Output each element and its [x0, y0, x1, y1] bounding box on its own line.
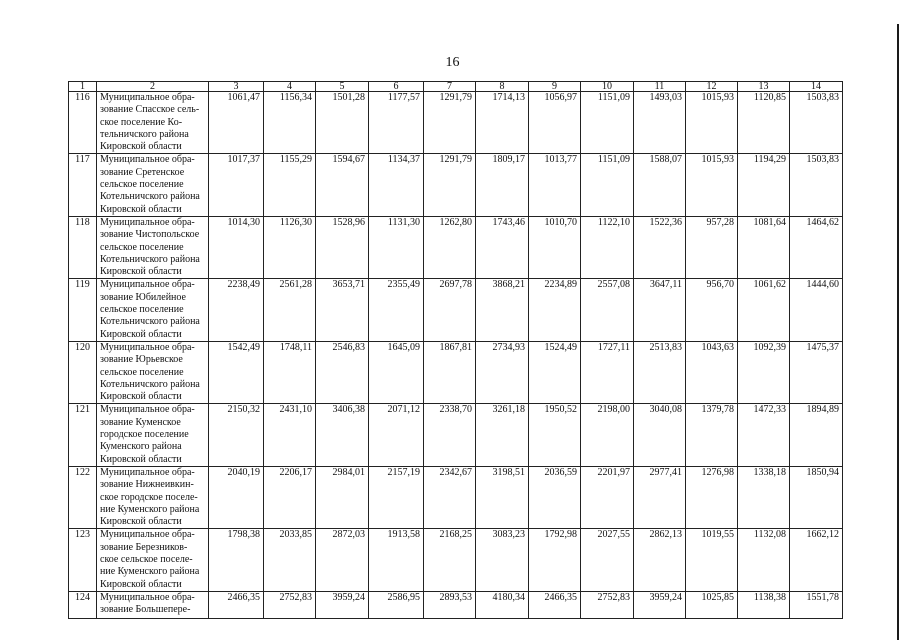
- value-cell-col-4: 1748,11: [264, 341, 316, 403]
- value-cell-col-13: 1138,38: [738, 591, 790, 618]
- table-row: [69, 154, 843, 216]
- municipality-name-line: зование Юбилейное: [100, 291, 186, 303]
- municipality-name-line: Кировской области: [100, 141, 182, 153]
- municipality-name-line: Муниципальное обра-: [100, 92, 195, 103]
- municipality-name: [97, 279, 209, 341]
- value-cell-col-9: 1056,97: [529, 92, 581, 154]
- municipality-name: [97, 341, 209, 403]
- value-cell-col-6: 2157,19: [369, 466, 424, 528]
- municipality-name-line: Муниципальное обра-: [100, 216, 195, 228]
- value-cell-col-8: 1743,46: [476, 216, 529, 278]
- column-header-4: 4: [264, 82, 316, 92]
- value-cell-col-13: 1120,85: [738, 92, 790, 154]
- value-cell-col-6: 1134,37: [369, 154, 424, 216]
- value-cell-col-9: 1013,77: [529, 154, 581, 216]
- value-cell-col-3: 2238,49: [209, 279, 264, 341]
- municipality-name-line: Кировской области: [100, 203, 182, 215]
- value-cell-col-9: 1524,49: [529, 341, 581, 403]
- value-cell-col-14: 1503,83: [790, 154, 843, 216]
- municipality-name: [97, 529, 209, 591]
- value-cell-col-6: 2355,49: [369, 279, 424, 341]
- value-cell-col-3: 1017,37: [209, 154, 264, 216]
- row-number: 116: [69, 92, 97, 154]
- municipality-name: [97, 591, 209, 618]
- value-cell-col-8: 1809,17: [476, 154, 529, 216]
- value-cell-col-13: 1472,33: [738, 404, 790, 466]
- value-cell-col-7: 2893,53: [424, 591, 476, 618]
- value-cell-col-12: 1276,98: [686, 466, 738, 528]
- value-cell-col-4: 2431,10: [264, 404, 316, 466]
- value-cell-col-14: 1551,78: [790, 591, 843, 618]
- value-cell-col-6: 2071,12: [369, 404, 424, 466]
- value-cell-col-4: 1156,34: [264, 92, 316, 154]
- column-header-5: 5: [316, 82, 369, 92]
- column-header-12: 12: [686, 82, 738, 92]
- municipality-name-line: зование Большепере-: [100, 604, 191, 616]
- value-cell-col-7: 1291,79: [424, 92, 476, 154]
- table-row: [69, 92, 843, 154]
- value-cell-col-4: 2752,83: [264, 591, 316, 618]
- column-header-1: 1: [69, 82, 97, 92]
- municipality-name-line: сельское поселение: [100, 366, 184, 378]
- value-cell-col-10: 1151,09: [581, 154, 634, 216]
- municipality-name-line: Кировской области: [100, 391, 182, 403]
- municipality-name-line: Кировской области: [100, 266, 182, 278]
- value-cell-col-4: 1155,29: [264, 154, 316, 216]
- value-cell-col-11: 3647,11: [634, 279, 686, 341]
- municipality-name-line: зование Куменское: [100, 416, 181, 428]
- municipality-name-line: ское поселение Ко-: [100, 116, 183, 128]
- municipality-name-line: Кировской области: [100, 328, 182, 340]
- municipality-name-line: зование Березников-: [100, 541, 188, 553]
- municipality-name-line: Муниципальное обра-: [100, 404, 195, 416]
- table-row: [69, 466, 843, 528]
- value-cell-col-5: 2984,01: [316, 466, 369, 528]
- value-cell-col-7: 1262,80: [424, 216, 476, 278]
- value-cell-col-5: 2546,83: [316, 341, 369, 403]
- value-cell-col-3: 2466,35: [209, 591, 264, 618]
- column-header-3: 3: [209, 82, 264, 92]
- value-cell-col-8: 1714,13: [476, 92, 529, 154]
- row-number: 120: [69, 341, 97, 403]
- value-cell-col-14: 1894,89: [790, 404, 843, 466]
- municipality-name-line: тельничского района: [100, 128, 189, 140]
- value-cell-col-6: 2586,95: [369, 591, 424, 618]
- municipality-name-line: Котельничского района: [100, 191, 200, 203]
- value-cell-col-5: 3406,38: [316, 404, 369, 466]
- row-number: 119: [69, 279, 97, 341]
- value-cell-col-8: 3868,21: [476, 279, 529, 341]
- municipality-name-line: ское городское поселе-: [100, 491, 198, 503]
- municipality-name-line: ние Куменского района: [100, 503, 200, 515]
- row-number: 121: [69, 404, 97, 466]
- table-row: [69, 341, 843, 403]
- page-number: 16: [445, 55, 460, 70]
- value-cell-col-10: 2198,00: [581, 404, 634, 466]
- value-cell-col-6: 1177,57: [369, 92, 424, 154]
- value-cell-col-11: 1522,36: [634, 216, 686, 278]
- value-cell-col-12: 957,28: [686, 216, 738, 278]
- municipality-name-line: зование Сретенское: [100, 166, 185, 178]
- value-cell-col-6: 1131,30: [369, 216, 424, 278]
- value-cell-col-11: 3040,08: [634, 404, 686, 466]
- value-cell-col-4: 2561,28: [264, 279, 316, 341]
- value-cell-col-12: 1015,93: [686, 154, 738, 216]
- tariff-table: [68, 81, 843, 619]
- value-cell-col-12: 1015,93: [686, 92, 738, 154]
- value-cell-col-7: 1867,81: [424, 341, 476, 403]
- value-cell-col-4: 2206,17: [264, 466, 316, 528]
- table-row: [69, 279, 843, 341]
- column-header-2: 2: [97, 82, 209, 92]
- value-cell-col-7: 2338,70: [424, 404, 476, 466]
- value-cell-col-12: 1379,78: [686, 404, 738, 466]
- table-row: [69, 216, 843, 278]
- municipality-name-line: сельское поселение: [100, 179, 184, 191]
- column-header-8: 8: [476, 82, 529, 92]
- value-cell-col-8: 3198,51: [476, 466, 529, 528]
- municipality-name-line: Муниципальное обра-: [100, 466, 195, 478]
- municipality-name-line: Муниципальное обра-: [100, 529, 195, 541]
- value-cell-col-14: 1475,37: [790, 341, 843, 403]
- municipality-name-line: зование Чистопольское: [100, 229, 200, 241]
- row-number: 117: [69, 154, 97, 216]
- column-header-11: 11: [634, 82, 686, 92]
- value-cell-col-7: 2342,67: [424, 466, 476, 528]
- value-cell-col-14: 1850,94: [790, 466, 843, 528]
- value-cell-col-5: 3959,24: [316, 591, 369, 618]
- column-header-10: 10: [581, 82, 634, 92]
- column-header-row: [69, 82, 843, 92]
- municipality-name-line: зование Юрьевское: [100, 354, 183, 366]
- value-cell-col-10: 1727,11: [581, 341, 634, 403]
- municipality-name-line: городское поселение: [100, 429, 189, 441]
- value-cell-col-5: 2872,03: [316, 529, 369, 591]
- row-number: 123: [69, 529, 97, 591]
- municipality-name-line: Куменского района: [100, 441, 182, 453]
- municipality-name-line: Муниципальное обра-: [100, 279, 195, 291]
- municipality-name-line: зование Спасское сель-: [100, 104, 200, 116]
- municipality-name: [97, 216, 209, 278]
- value-cell-col-7: 1291,79: [424, 154, 476, 216]
- value-cell-col-11: 2977,41: [634, 466, 686, 528]
- value-cell-col-7: 2697,78: [424, 279, 476, 341]
- value-cell-col-10: 1122,10: [581, 216, 634, 278]
- value-cell-col-3: 1061,47: [209, 92, 264, 154]
- value-cell-col-9: 1950,52: [529, 404, 581, 466]
- value-cell-col-14: 1662,12: [790, 529, 843, 591]
- municipality-name-line: Кировской области: [100, 578, 182, 590]
- value-cell-col-5: 1501,28: [316, 92, 369, 154]
- municipality-name-line: сельское поселение: [100, 304, 184, 316]
- column-header-6: 6: [369, 82, 424, 92]
- municipality-name: [97, 404, 209, 466]
- value-cell-col-14: 1503,83: [790, 92, 843, 154]
- row-number: 122: [69, 466, 97, 528]
- value-cell-col-8: 4180,34: [476, 591, 529, 618]
- value-cell-col-12: 1025,85: [686, 591, 738, 618]
- value-cell-col-6: 1913,58: [369, 529, 424, 591]
- municipality-name-line: сельское поселение: [100, 241, 184, 253]
- value-cell-col-9: 1792,98: [529, 529, 581, 591]
- value-cell-col-10: 2557,08: [581, 279, 634, 341]
- value-cell-col-9: 2036,59: [529, 466, 581, 528]
- column-header-14: 14: [790, 82, 843, 92]
- municipality-name-line: ние Куменского района: [100, 566, 200, 578]
- value-cell-col-11: 1493,03: [634, 92, 686, 154]
- value-cell-col-10: 2027,55: [581, 529, 634, 591]
- value-cell-col-10: 2201,97: [581, 466, 634, 528]
- value-cell-col-3: 1014,30: [209, 216, 264, 278]
- value-cell-col-9: 1010,70: [529, 216, 581, 278]
- value-cell-col-13: 1338,18: [738, 466, 790, 528]
- table-row: [69, 404, 843, 466]
- municipality-name-line: Кировской области: [100, 516, 182, 528]
- table-row: [69, 529, 843, 591]
- value-cell-col-5: 1528,96: [316, 216, 369, 278]
- value-cell-col-10: 2752,83: [581, 591, 634, 618]
- value-cell-col-11: 2513,83: [634, 341, 686, 403]
- value-cell-col-3: 1542,49: [209, 341, 264, 403]
- column-header-13: 13: [738, 82, 790, 92]
- value-cell-col-6: 1645,09: [369, 341, 424, 403]
- value-cell-col-10: 1151,09: [581, 92, 634, 154]
- value-cell-col-5: 1594,67: [316, 154, 369, 216]
- value-cell-col-9: 2234,89: [529, 279, 581, 341]
- value-cell-col-11: 3959,24: [634, 591, 686, 618]
- value-cell-col-11: 1588,07: [634, 154, 686, 216]
- value-cell-col-14: 1464,62: [790, 216, 843, 278]
- value-cell-col-13: 1092,39: [738, 341, 790, 403]
- value-cell-col-7: 2168,25: [424, 529, 476, 591]
- page-edge-rule: [897, 24, 899, 640]
- municipality-name-line: зование Нижнеивкин-: [100, 479, 194, 491]
- municipality-name-line: Муниципальное обра-: [100, 341, 195, 353]
- value-cell-col-9: 2466,35: [529, 591, 581, 618]
- value-cell-col-3: 1798,38: [209, 529, 264, 591]
- value-cell-col-5: 3653,71: [316, 279, 369, 341]
- municipality-name: [97, 92, 209, 154]
- column-header-9: 9: [529, 82, 581, 92]
- row-number: 118: [69, 216, 97, 278]
- value-cell-col-8: 2734,93: [476, 341, 529, 403]
- municipality-name: [97, 466, 209, 528]
- value-cell-col-13: 1132,08: [738, 529, 790, 591]
- value-cell-col-4: 2033,85: [264, 529, 316, 591]
- value-cell-col-8: 3261,18: [476, 404, 529, 466]
- value-cell-col-12: 1019,55: [686, 529, 738, 591]
- value-cell-col-8: 3083,23: [476, 529, 529, 591]
- value-cell-col-13: 1081,64: [738, 216, 790, 278]
- value-cell-col-14: 1444,60: [790, 279, 843, 341]
- municipality-name-line: Кировской области: [100, 453, 182, 465]
- value-cell-col-13: 1194,29: [738, 154, 790, 216]
- municipality-name-line: Котельничского района: [100, 378, 200, 390]
- value-cell-col-12: 1043,63: [686, 341, 738, 403]
- value-cell-col-4: 1126,30: [264, 216, 316, 278]
- municipality-name-line: Котельничского района: [100, 253, 200, 265]
- municipality-name-line: Муниципальное обра-: [100, 591, 195, 603]
- value-cell-col-3: 2040,19: [209, 466, 264, 528]
- row-number: 124: [69, 591, 97, 618]
- municipality-name-line: ское сельское поселе-: [100, 553, 193, 565]
- value-cell-col-12: 956,70: [686, 279, 738, 341]
- value-cell-col-13: 1061,62: [738, 279, 790, 341]
- value-cell-col-3: 2150,32: [209, 404, 264, 466]
- table-row: [69, 591, 843, 618]
- value-cell-col-11: 2862,13: [634, 529, 686, 591]
- municipality-name-line: Котельничского района: [100, 316, 200, 328]
- municipality-name-line: Муниципальное обра-: [100, 154, 195, 166]
- municipality-name: [97, 154, 209, 216]
- column-header-7: 7: [424, 82, 476, 92]
